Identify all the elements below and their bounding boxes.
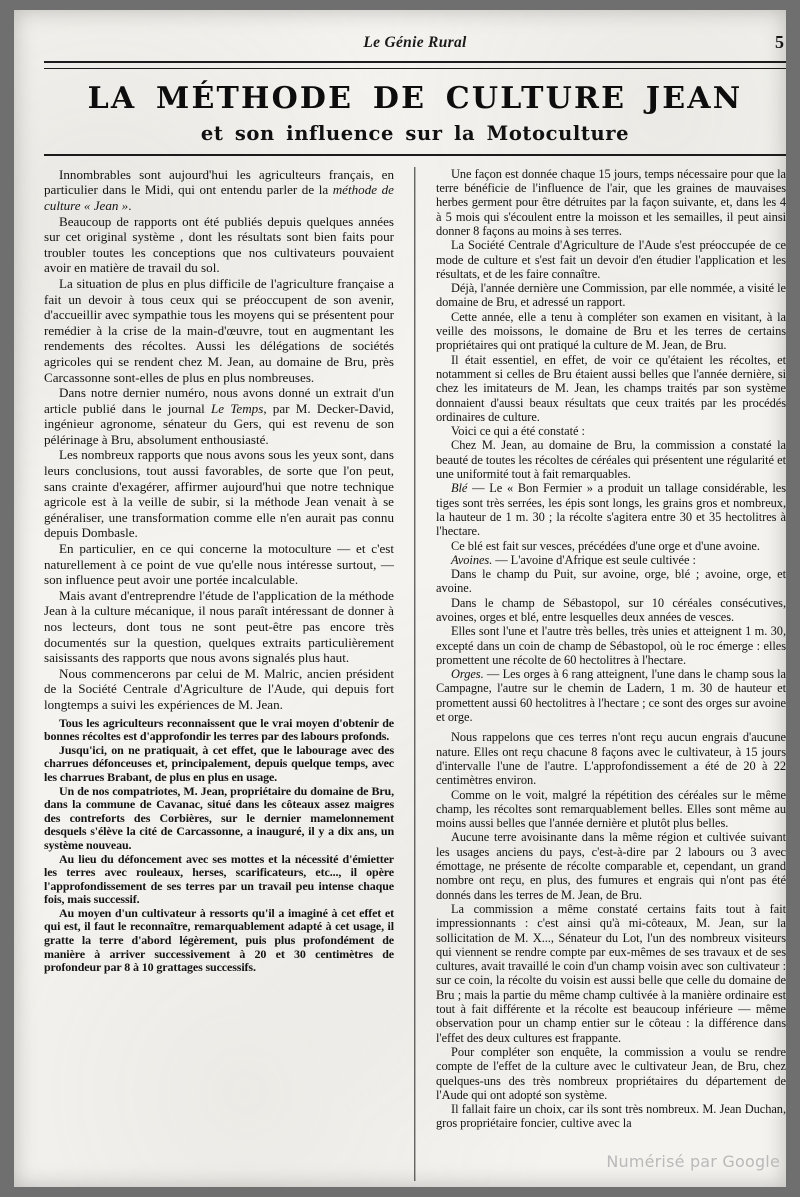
paragraph: Jusqu'ici, on ne pratiquait, à cet effet, que le labourage avec des charrues défonceuses et, principalement, depuis quelque temps, avec les charrues Brabant, de plus en plus en usage. bbox=[44, 742, 394, 784]
paper-sheet bbox=[14, 10, 786, 1187]
paragraph: La Société Centrale d'Agriculture de l'Aude s'est préoccupée de ce mode de culture et s'est fait un devoir d'en étudier l'application et les résultats, et de les faire connaître. bbox=[436, 238, 786, 281]
paragraph-ble: Blé — Le « Bon Fermier » a produit un tallage considérable, les tiges sont très serrées, les épis sont longs, les grains gros et nombreux, la hauteur de 1 m. 30 ; la récolte s'agitera entre 30 et 35 hectolitres à l'hectare. bbox=[436, 481, 786, 539]
paragraph: Elles sont l'une et l'autre très belles, très unies et atteignent 1 m. 30, excepté dans un coin de champ de Sébastopol, où le roc émerge : elles promettent une récolte de 60 hectolitres à l'hectare. bbox=[436, 624, 786, 667]
paragraph: Dans le champ de Sébastopol, sur 10 céréales consécutives, avoines, orges et blé, entre lesquelles deux années de vesces. bbox=[436, 595, 786, 624]
column-right bbox=[436, 167, 786, 1187]
column-left bbox=[44, 167, 394, 1187]
paragraph: Nous commencerons par celui de M. Malric, ancien président de la Société Centrale d'Agriculture de l'Aude, qui depuis fort longtemps a suivi les expériences de M. Jean. bbox=[44, 665, 394, 712]
italic-phrase: Le Temps bbox=[211, 400, 264, 416]
paragraph: Au lieu du défoncement avec ses mottes et la nécessité d'émietter les terres avec rouleaux, herses, scarificateurs, etc..., il opère l'approfondissement de ses terres par un travail peu intense chaque fois, mais successif. bbox=[44, 851, 394, 907]
headline-subtitle: et son influence sur la Motoculture bbox=[200, 121, 630, 145]
running-head bbox=[44, 32, 786, 58]
journal-title: Le Génie Rural bbox=[363, 34, 467, 51]
paragraph: Comme on le voit, malgré la répétition des céréales sur le même champ, les récoltes sont remarquablement belles. Elles sont même au moins aussi belles que l'année dernière et plutôt plus belles. bbox=[436, 787, 786, 831]
paragraph: Tous les agriculteurs reconnaissent que le vrai moyen d'obtenir de bonnes récoltes est d'approfondir les terres par des labours profonds. bbox=[44, 715, 394, 744]
paragraph-orges: Orges. — Les orges à 6 rang atteignent, l'une dans le champ sous la Campagne, l'autre sur le chemin de Ladern, 1 m. 30 de hauteur et promettent aussi 60 hectolitres à l'hectare ; ce sont des orges sur avoine et orge. bbox=[436, 667, 786, 725]
paragraph: Aucune terre avoisinante dans la même région et cultivée suivant les usages anciens du pays, c'est-à-dire par 2 labours ou 3 avec émottage, ne présente de récolte comparable et, cependant, un grand nombre ont reçu, en plus, des fumures et engrais qui n'ont pas été donnés dans les terres de M. Jean, de Bru. bbox=[436, 830, 786, 902]
paragraph: Au moyen d'un cultivateur à ressorts qu'il a imaginé à cet effet et qui est, il faut le reconnaître, remarquablement adapté à cet usage, il gratte la terre d'abord légèrement, puis plus profondément de manière à arriver successivement à 20 et 30 centimètres de profondeur par 8 à 10 grattages successifs. bbox=[44, 905, 394, 975]
paragraph-avoines: Avoines. — L'avoine d'Afrique est seule cultivée : bbox=[451, 552, 696, 567]
paragraph: Il fallait faire un choix, car ils sont très nombreux. M. Jean Duchan, gros propriétaire foncier, cultive avec la bbox=[436, 1102, 786, 1131]
paragraph: Beaucoup de rapports ont été publiés depuis quelques années sur cet original système , dont les résultats sont bien faits pour troubler toutes les conceptions que nos cultivateurs pouvaient avoir en matière de travail du sol. bbox=[44, 213, 394, 276]
header-double-rule bbox=[44, 61, 786, 69]
paragraph: Nous rappelons que ces terres n'ont reçu aucun engrais d'aucune nature. Elles ont reçu chacune 8 façons avec le cultivateur, à 15 jours d'intervalle l'une de l'autre. L'approfondissement a été de 20 à 22 centimètres environ. bbox=[436, 730, 786, 788]
headline-rule bbox=[44, 154, 786, 156]
article-headline bbox=[44, 83, 786, 145]
google-scan-watermark: Numérisé par Google bbox=[606, 1152, 780, 1171]
headline-main: LA MÉTHODE DE CULTURE JEAN bbox=[87, 81, 743, 116]
paragraph: Chez M. Jean, au domaine de Bru, la commission a constaté la beauté de toutes les récoltes de céréales qui présentent une régularité et une uniformité tout à fait remarquables. bbox=[436, 438, 786, 482]
column-divider bbox=[394, 167, 436, 1187]
page-number: 5 bbox=[775, 32, 784, 52]
paragraph: Déjà, l'année dernière une Commission, par elle nommée, a visité le domaine de Bru, et adressé un rapport. bbox=[436, 281, 786, 310]
text-columns bbox=[44, 167, 786, 1187]
paragraph: Cette année, elle a tenu à compléter son examen en visitant, à la veille des moissons, le domaine de Bru et les terres de certains propriétaires qui ont pratiqué la culture de M. Jean, de Bru. bbox=[436, 309, 786, 353]
paragraph: Pour compléter son enquête, la commission a voulu se rendre compte de l'effet de la culture avec le cultivateur Jean, de Bru, chez quelques-uns des très nombreux propriétaires du département de l'Aude qui ont adopté son système. bbox=[436, 1044, 786, 1102]
page-content bbox=[44, 32, 786, 1179]
paragraph: En particulier, en ce qui concerne la motoculture — et c'est naturellement à ce point de vue qu'elle nous intéresse surtout, — son influence peut avoir une portée incalculable. bbox=[44, 541, 394, 588]
italic-lead-ble: Blé bbox=[451, 481, 468, 496]
italic-phrase: méthode de culture « Jean » bbox=[44, 182, 394, 213]
paragraph: Innombrables sont aujourd'hui les agriculteurs français, en particulier dans le Midi, qui ont entendu parler de la méthode de culture « Jean ». bbox=[44, 166, 394, 213]
paragraph: Une façon est donnée chaque 15 jours, temps nécessaire pour que la terre bénéficie de l'influence de l'air, que les graines de mauvaises herbes germent pour être détruites par la façon suivante, et, dans les 4 à 5 mois qui s'écoulent entre la moisson et les semailles, il peut ainsi donner 8 façons au moins à ses terres. bbox=[436, 166, 786, 238]
paragraph: Dans le champ du Puit, sur avoine, orge, blé ; avoine, orge, et avoine. bbox=[436, 567, 786, 596]
italic-lead-orges: Orges. bbox=[451, 667, 484, 682]
italic-lead-avoines: Avoines. bbox=[451, 552, 493, 567]
paragraph: Mais avant d'entreprendre l'étude de l'application de la méthode Jean à la culture mécanique, il nous paraît intéressant de donner à nos lecteurs, dont tous ne sont peut-être pas encore très documentés sur la question, quelques extraits particulièrement saisissants des rapports que nous avons signalés plus haut. bbox=[44, 587, 394, 666]
paragraph: Un de nos compatriotes, M. Jean, propriétaire du domaine de Bru, dans la commune de Cavanac, situé dans les côteaux assez maigres des contreforts des Corbières, sur le dernier mamelonnement desquels s'élève la cité de Carcassonne, a inauguré, il y a dix ans, un système nouveau. bbox=[44, 783, 394, 852]
paragraph: Ce blé est fait sur vesces, précédées d'une orge et d'une avoine. bbox=[451, 538, 760, 553]
paragraph: Les nombreux rapports que nous avons sous les yeux sont, dans leurs conclusions, tout aussi favorables, de sorte que l'on peut, sans crainte d'exagérer, affirmer aujourd'hui que notre technique agricole est à la veille de subir, si la méthode Jean venait à se généraliser, une transformation comme elle n'en aurait pas connu depuis Dombasle. bbox=[44, 447, 394, 541]
paragraph: Il était essentiel, en effet, de voir ce qu'étaient les récoltes, et notamment si celles de Bru étaient aussi belles que l'année dernière, si chez les imitateurs de M. Jean, les champs traités par son système donnaient d'aussi beaux résultats que ceux traités par les procédés ordinaires de culture. bbox=[436, 352, 786, 424]
paragraph: Voici ce qui a été constaté : bbox=[451, 424, 585, 439]
paragraph: La commission a même constaté certains faits tout à fait impressionnants : c'est ainsi qu'à mi-côteaux, M. Jean, sur la sollicitation de M. X..., Sénateur du Lot, l'un des nombreux visiteurs qui viennent se rendre compte par eux-mêmes de ses travaux et de ses cultures, avait travaillé le coin d'un champ voisin avec son cultivateur : sur ce coin, la récolte du voisin est aussi belle que celle du domaine de Bru ; mais la partie du même champ cultivée à la manière ordinaire est tout à fait différente et la récolte est beaucoup inférieure — même observation pour un champ entier sur le côteau : la différence dans l'effet des deux cultures est frappante. bbox=[436, 901, 786, 1045]
paragraph: Dans notre dernier numéro, nous avons donné un extrait d'un article publié dans le journal Le Temps, par M. Decker-David, ingénieur agronome, sénateur du Gers, qui est revenu de son pélérinage à Bru, absolument enthousiasté. bbox=[44, 385, 395, 447]
report-extract bbox=[44, 717, 394, 975]
paragraph: La situation de plus en plus difficile de l'agriculture française a fait un devoir à tous ceux qui se préoccupent de son avenir, d'accueillir avec sympathie tous les moyens qui se présentent pour remédier à la crise de la main-d'œuvre, tout en augmentant les rendements des récoltes. Aussi les délégations de sociétés agricoles qui se rendent chez M. Jean, au domaine de Bru, près Carcassonne sont-elles de plus en plus nombreuses. bbox=[44, 275, 394, 385]
